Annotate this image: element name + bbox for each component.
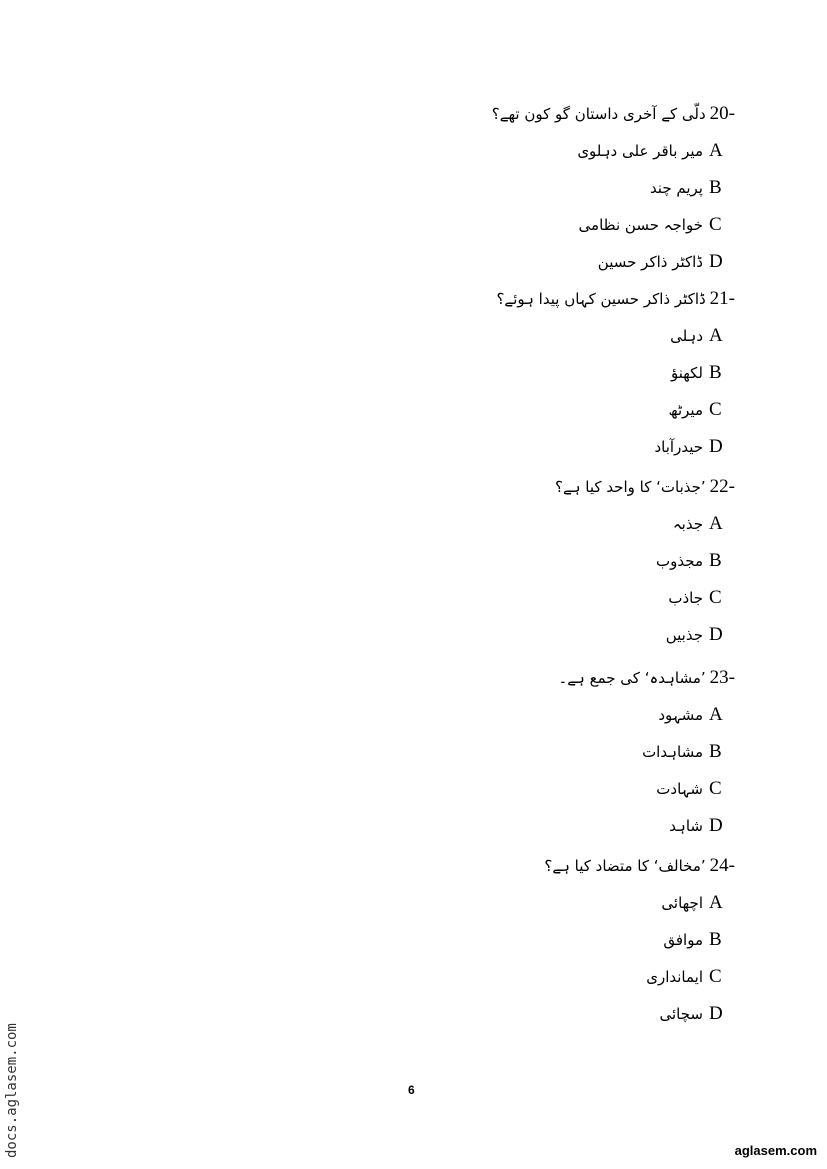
question-23: [315, 667, 735, 852]
option-a: [315, 513, 735, 550]
option-a: [315, 325, 735, 362]
option-a: [315, 892, 735, 929]
option-text: جاذب: [668, 589, 703, 607]
question-20: [315, 103, 735, 288]
question-line: [315, 476, 735, 513]
option-letter: C: [709, 778, 722, 799]
option-letter: B: [709, 362, 722, 383]
option-letter: B: [709, 741, 722, 762]
option-letter: D: [709, 251, 723, 272]
question-line: [315, 667, 735, 704]
question-24: [315, 855, 735, 1040]
option-letter: D: [709, 436, 723, 457]
option-text: میر باقر علی دہلوی: [577, 142, 703, 160]
option-letter: A: [709, 892, 723, 913]
option-a: [315, 704, 735, 741]
page-number: 6: [408, 1083, 415, 1097]
question-text: ’مشاہدہ‘ کی جمع ہے۔: [558, 669, 706, 687]
question-line: [315, 103, 735, 140]
question-number: 24-: [709, 855, 735, 876]
option-b: [315, 550, 735, 587]
option-text: حیدرآباد: [654, 438, 703, 456]
option-c: [315, 214, 735, 251]
option-d: [315, 436, 735, 473]
option-text: جذبیں: [665, 626, 703, 644]
option-c: [315, 778, 735, 815]
option-text: ڈاکٹر ذاکر حسین: [597, 253, 703, 271]
option-letter: B: [709, 177, 722, 198]
option-text: شاہد: [669, 817, 703, 835]
option-letter: B: [709, 550, 722, 571]
question-number: 22-: [709, 476, 735, 497]
question-text: ’مخالف‘ کا متضاد کیا ہے؟: [544, 857, 706, 875]
option-letter: C: [709, 587, 722, 608]
option-letter: A: [709, 140, 723, 161]
question-text: ڈاکٹر ذاکر حسین کہاں پیدا ہوئے؟: [496, 290, 706, 308]
question-number: 20-: [709, 103, 735, 124]
question-number: 23-: [709, 667, 735, 688]
option-c: [315, 966, 735, 1003]
option-letter: D: [709, 1003, 723, 1024]
option-text: مجذوب: [656, 552, 703, 570]
option-text: شہادت: [656, 780, 703, 798]
option-letter: C: [709, 399, 722, 420]
option-text: خواجہ حسن نظامی: [578, 216, 703, 234]
option-text: پریم چند: [649, 179, 703, 197]
option-text: میرٹھ: [668, 401, 703, 419]
option-letter: A: [709, 704, 723, 725]
option-c: [315, 587, 735, 624]
option-text: مشہود: [658, 706, 703, 724]
footer-brand: aglasem.com: [734, 1143, 817, 1158]
option-a: [315, 140, 735, 177]
question-line: [315, 855, 735, 892]
option-letter: C: [709, 214, 722, 235]
option-b: [315, 929, 735, 966]
question-line: [315, 288, 735, 325]
option-d: [315, 624, 735, 661]
option-letter: A: [709, 325, 723, 346]
option-b: [315, 741, 735, 778]
option-text: ایمانداری: [646, 968, 703, 986]
question-text: دلّی کے آخری داستان گو کون تھے؟: [491, 105, 706, 123]
option-letter: D: [709, 624, 723, 645]
option-text: موافق: [663, 931, 703, 949]
option-letter: B: [709, 929, 722, 950]
option-b: [315, 362, 735, 399]
option-text: لکھنؤ: [670, 364, 703, 382]
option-text: جذبہ: [672, 515, 703, 533]
option-letter: C: [709, 966, 722, 987]
side-watermark: docs.aglasem.com: [4, 1023, 20, 1158]
option-text: دہلی: [670, 327, 703, 345]
option-d: [315, 815, 735, 852]
option-b: [315, 177, 735, 214]
option-d: [315, 1003, 735, 1040]
option-text: مشاہدات: [642, 743, 703, 761]
option-text: سچائی: [659, 1005, 703, 1023]
option-d: [315, 251, 735, 288]
option-c: [315, 399, 735, 436]
question-text: ’جذبات‘ کا واحد کیا ہے؟: [555, 478, 706, 496]
question-22: [315, 476, 735, 661]
question-21: [315, 288, 735, 473]
option-letter: D: [709, 815, 723, 836]
option-text: اچھائی: [661, 894, 703, 912]
option-letter: A: [709, 513, 723, 534]
question-number: 21-: [709, 288, 735, 309]
